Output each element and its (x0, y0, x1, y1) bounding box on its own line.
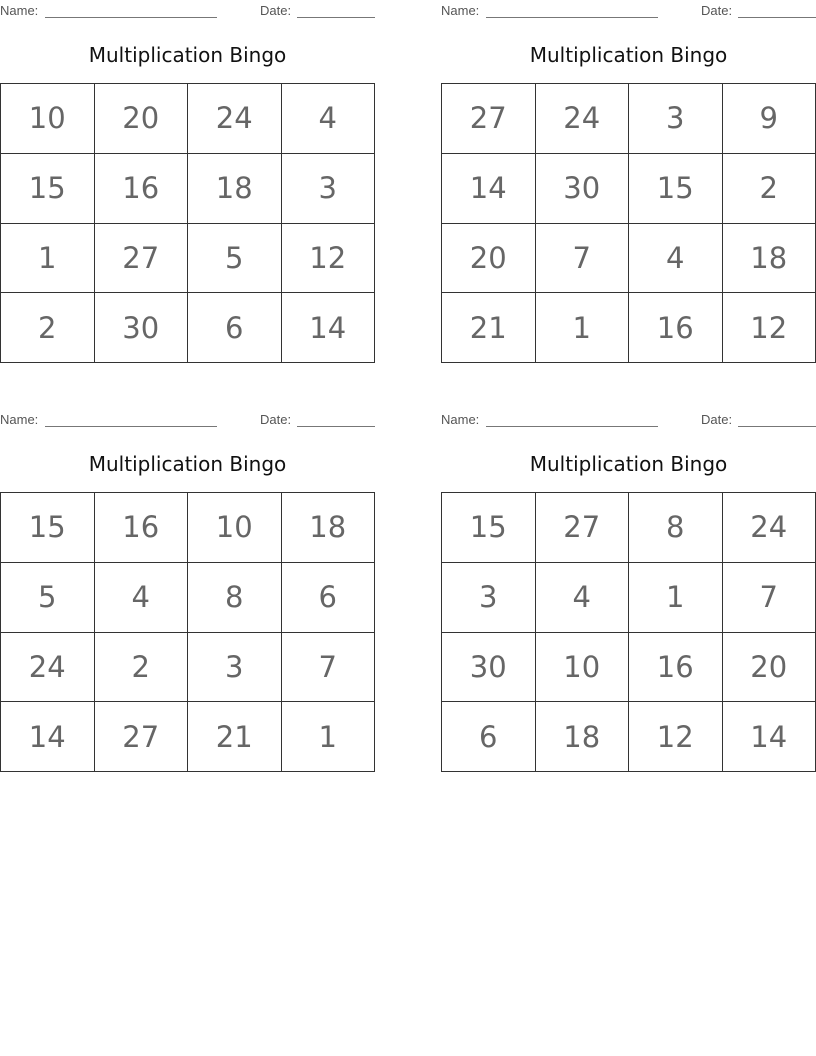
bingo-cell: 8 (188, 563, 282, 633)
bingo-card (441, 409, 816, 774)
date-blank-line[interactable] (297, 17, 375, 18)
bingo-cell: 8 (629, 493, 723, 563)
bingo-cell: 18 (188, 154, 282, 224)
date-label: Date: (260, 412, 292, 427)
card-title: Multiplication Bingo (529, 452, 728, 476)
bingo-cell: 5 (1, 563, 95, 633)
name-date-header (0, 3, 375, 19)
bingo-cell: 4 (95, 563, 189, 633)
bingo-grid (441, 492, 816, 772)
bingo-cell: 4 (629, 224, 723, 294)
date-blank-line[interactable] (738, 426, 816, 427)
bingo-grid (0, 492, 375, 772)
bingo-cell: 3 (442, 563, 536, 633)
bingo-cell: 18 (282, 493, 376, 563)
name-date-header (0, 412, 375, 428)
bingo-cell: 3 (282, 154, 376, 224)
bingo-cell: 24 (536, 84, 630, 154)
bingo-cell: 16 (629, 633, 723, 703)
bingo-cell: 27 (442, 84, 536, 154)
name-label: Name: (441, 412, 480, 427)
bingo-cell: 6 (442, 702, 536, 772)
name-label: Name: (441, 3, 480, 18)
bingo-cell: 16 (95, 154, 189, 224)
bingo-cell: 20 (723, 633, 816, 703)
bingo-cell: 4 (536, 563, 630, 633)
bingo-cell: 27 (95, 702, 189, 772)
bingo-card (441, 0, 816, 365)
bingo-cell: 24 (188, 84, 282, 154)
bingo-cell: 16 (629, 293, 723, 363)
card-title: Multiplication Bingo (529, 43, 728, 67)
bingo-cell: 7 (723, 563, 816, 633)
bingo-cell: 27 (536, 493, 630, 563)
bingo-cell: 10 (1, 84, 95, 154)
card-title: Multiplication Bingo (88, 452, 287, 476)
bingo-cell: 30 (536, 154, 630, 224)
bingo-cell: 1 (536, 293, 630, 363)
date-label: Date: (701, 412, 733, 427)
bingo-card (0, 0, 375, 365)
bingo-cell: 5 (188, 224, 282, 294)
bingo-cell: 15 (629, 154, 723, 224)
bingo-cell: 10 (188, 493, 282, 563)
name-date-header (441, 3, 816, 19)
bingo-grid (441, 83, 816, 363)
bingo-cell: 21 (442, 293, 536, 363)
date-label: Date: (260, 3, 292, 18)
bingo-cell: 14 (723, 702, 816, 772)
card-title: Multiplication Bingo (88, 43, 287, 67)
bingo-cell: 24 (1, 633, 95, 703)
date-label: Date: (701, 3, 733, 18)
bingo-cell: 3 (629, 84, 723, 154)
bingo-cell: 1 (629, 563, 723, 633)
date-blank-line[interactable] (738, 17, 816, 18)
bingo-cell: 20 (95, 84, 189, 154)
name-blank-line[interactable] (45, 426, 217, 427)
bingo-cell: 18 (536, 702, 630, 772)
bingo-cell: 18 (723, 224, 816, 294)
name-date-header (441, 412, 816, 428)
bingo-cell: 15 (442, 493, 536, 563)
bingo-cell: 3 (188, 633, 282, 703)
bingo-cell: 30 (442, 633, 536, 703)
bingo-cell: 1 (1, 224, 95, 294)
bingo-cell: 20 (442, 224, 536, 294)
bingo-cell: 30 (95, 293, 189, 363)
bingo-cell: 21 (188, 702, 282, 772)
name-blank-line[interactable] (486, 426, 658, 427)
name-blank-line[interactable] (486, 17, 658, 18)
name-label: Name: (0, 412, 39, 427)
bingo-grid (0, 83, 375, 363)
bingo-cell: 14 (442, 154, 536, 224)
bingo-cell: 2 (95, 633, 189, 703)
bingo-cell: 15 (1, 493, 95, 563)
bingo-cell: 6 (188, 293, 282, 363)
bingo-cell: 10 (536, 633, 630, 703)
bingo-cell: 15 (1, 154, 95, 224)
bingo-cell: 6 (282, 563, 376, 633)
bingo-cell: 2 (1, 293, 95, 363)
bingo-cell: 12 (723, 293, 816, 363)
bingo-cell: 27 (95, 224, 189, 294)
name-blank-line[interactable] (45, 17, 217, 18)
bingo-cell: 2 (723, 154, 816, 224)
bingo-cell: 7 (536, 224, 630, 294)
name-label: Name: (0, 3, 39, 18)
bingo-cell: 14 (1, 702, 95, 772)
bingo-cell: 12 (629, 702, 723, 772)
date-blank-line[interactable] (297, 426, 375, 427)
bingo-cell: 14 (282, 293, 376, 363)
bingo-cell: 7 (282, 633, 376, 703)
bingo-cell: 1 (282, 702, 376, 772)
bingo-cell: 9 (723, 84, 816, 154)
bingo-cell: 12 (282, 224, 376, 294)
bingo-cell: 24 (723, 493, 816, 563)
bingo-card (0, 409, 375, 774)
bingo-cell: 4 (282, 84, 376, 154)
bingo-cell: 16 (95, 493, 189, 563)
